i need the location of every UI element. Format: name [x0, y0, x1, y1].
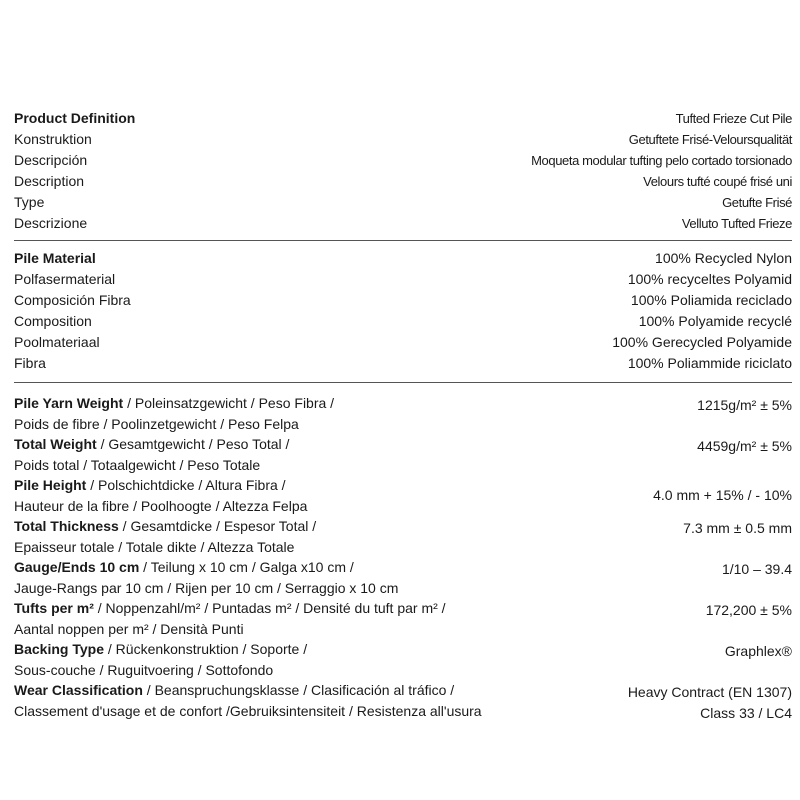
spec-translations-line2: Aantal noppen per m² / Densità Punti	[14, 620, 244, 637]
fibra-value: 100% Poliammide riciclato	[627, 355, 792, 371]
composicion-fibra-label: Composición Fibra	[14, 292, 131, 308]
spec-translations: / Gesamtdicke / Espesor Total /	[118, 518, 317, 534]
spec-translations-line2: Sous-couche / Ruguitvoering / Sottofondo	[14, 661, 274, 678]
spec-value: Heavy Contract (EN 1307)	[627, 684, 792, 700]
spec-row	[14, 353, 792, 374]
spec-translations-line2: Jauge-Rangs par 10 cm / Rijen per 10 cm / Serraggio x 10 cm	[14, 579, 399, 596]
spec-title: Gauge/Ends 10 cm	[14, 559, 140, 575]
spec-translations: / Poleinsatzgewicht / Peso Fibra /	[123, 395, 335, 411]
spec-translations: / Gesamtgewicht / Peso Total /	[96, 436, 290, 452]
spec-row	[14, 248, 792, 269]
descrizione-label: Descrizione	[14, 215, 88, 231]
spec-translations-line2: Hauteur de la fibre / Poolhoogte / Altezza Felpa	[14, 497, 308, 514]
backing-type-spec	[14, 639, 792, 680]
spec-title: Total Thickness	[14, 518, 119, 534]
spec-value: 1/10 – 39.4	[721, 561, 792, 577]
description-value: Velours tufté coupé frisé uni	[643, 174, 792, 189]
spec-value: 7.3 mm ± 0.5 mm	[683, 520, 792, 536]
spec-title: Wear Classification	[14, 682, 143, 698]
composition-label: Composition	[14, 313, 92, 329]
descrizione-value: Velluto Tufted Frieze	[681, 216, 792, 231]
spec-value: 1215g/m² ± 5%	[697, 397, 792, 413]
polfasermaterial-label: Polfasermaterial	[14, 271, 116, 287]
polfasermaterial-value: 100% recyceltes Polyamid	[627, 271, 792, 287]
spec-row	[14, 108, 792, 129]
pile-material-section	[14, 241, 792, 383]
descripcion-value: Moqueta modular tufting pelo cortado torsionado	[531, 153, 792, 168]
product-definition-label: Product Definition	[14, 110, 136, 126]
konstruktion-label: Konstruktion	[14, 131, 92, 147]
product-definition-value: Tufted Frieze Cut Pile	[675, 111, 792, 126]
pile-height-spec	[14, 475, 792, 516]
type-label: Type	[14, 194, 45, 210]
spec-title: Tufts per m²	[14, 600, 94, 616]
spec-row	[14, 311, 792, 332]
spec-translations-line2: Poids total / Totaalgewicht / Peso Totale	[14, 456, 261, 473]
product-definition-section	[14, 104, 792, 241]
spec-title: Total Weight	[14, 436, 97, 452]
fibra-label: Fibra	[14, 355, 46, 371]
spec-translations-line2: Epaisseur totale / Totale dikte / Altezza Totale	[14, 538, 295, 555]
spec-translations: / Noppenzahl/m² / Puntadas m² / Densité du tuft par m² /	[93, 600, 446, 616]
spec-row	[14, 290, 792, 311]
composition-value: 100% Polyamide recyclé	[638, 313, 792, 329]
spec-translations: / Beanspruchungsklasse / Clasificación al tráfico /	[142, 682, 455, 698]
spec-translations: / Teilung x 10 cm / Galga x10 cm /	[139, 559, 354, 575]
spec-row	[14, 150, 792, 171]
spec-title: Pile Height	[14, 477, 87, 493]
pile-material-value: 100% Recycled Nylon	[655, 250, 792, 266]
spec-translations-line2: Poids de fibre / Poolinzetgewicht / Peso Felpa	[14, 415, 299, 432]
spec-value: 4.0 mm + 15% / - 10%	[653, 487, 792, 503]
spec-row	[14, 332, 792, 353]
wear-classification-spec	[14, 680, 792, 724]
description-label: Description	[14, 173, 85, 189]
spec-translations: / Polschichtdicke / Altura Fibra /	[86, 477, 286, 493]
gauge-ends-spec	[14, 557, 792, 598]
spec-row	[14, 171, 792, 192]
spec-value: 172,200 ± 5%	[705, 602, 792, 618]
total-weight-spec	[14, 434, 792, 475]
spec-value: Graphlex®	[724, 643, 792, 659]
spec-title: Pile Yarn Weight	[14, 395, 124, 411]
spec-translations: / Rückenkonstruktion / Soporte /	[104, 641, 308, 657]
spec-row	[14, 269, 792, 290]
poolmateriaal-label: Poolmateriaal	[14, 334, 100, 350]
pile-yarn-weight-spec	[14, 393, 792, 434]
descripcion-label: Descripción	[14, 152, 88, 168]
type-value: Getufte Frisé	[722, 195, 792, 210]
spec-sheet	[14, 104, 792, 724]
composicion-fibra-value: 100% Poliamida reciclado	[630, 292, 792, 308]
konstruktion-value: Getuftete Frisé-Veloursqualität	[628, 132, 792, 147]
spec-row	[14, 192, 792, 213]
tufts-per-m2-spec	[14, 598, 792, 639]
poolmateriaal-value: 100% Gerecycled Polyamide	[612, 334, 792, 350]
spec-title: Backing Type	[14, 641, 104, 657]
spec-value: 4459g/m² ± 5%	[697, 438, 792, 454]
spec-row	[14, 213, 792, 234]
spec-value-line2: Class 33 / LC4	[700, 705, 792, 721]
spec-translations-line2: Classement d'usage et de confort /Gebruiksintensiteit / Resistenza all'usura	[14, 702, 482, 719]
total-thickness-spec	[14, 516, 792, 557]
technical-specs-section	[14, 383, 792, 724]
spec-row	[14, 129, 792, 150]
pile-material-label: Pile Material	[14, 250, 96, 266]
